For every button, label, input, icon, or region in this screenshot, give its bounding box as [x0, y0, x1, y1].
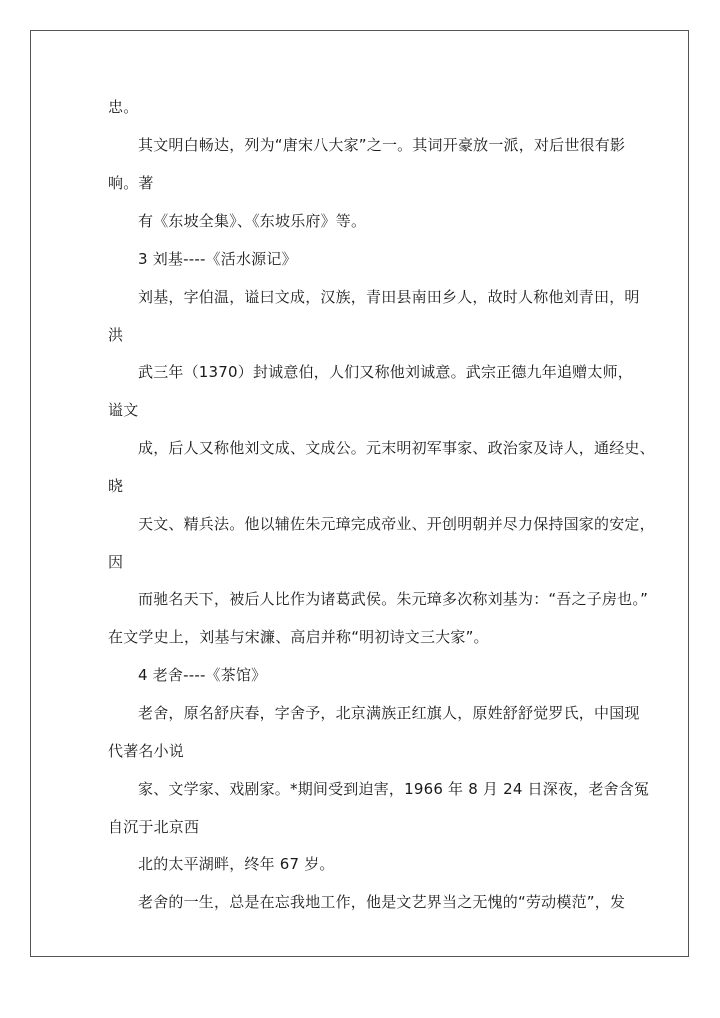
text-line: 晓 [108, 477, 124, 495]
text-line: 天文、精兵法。他以辅佐朱元璋完成帝业、开创明朝并尽力保持国家的安定， [138, 515, 655, 533]
text-line: 武三年（1370）封诚意伯，人们又称他刘诚意。武宗正德九年追赠太师， [138, 363, 633, 381]
section-heading: 3 刘基----《活水源记》 [138, 250, 297, 268]
text-line: 洪 [108, 326, 124, 344]
text-line: 响。著 [108, 174, 154, 192]
text-line: 忠。 [108, 98, 139, 116]
section-heading: 4 老舍----《茶馆》 [138, 666, 267, 684]
text-line: 在文学史上，刘基与宋濂、高启并称“明初诗文三大家”。 [108, 628, 489, 646]
text-line: 老舍的一生，总是在忘我地工作，他是文艺界当之无愧的“劳动模范”，发 [138, 893, 626, 911]
text-line: 因 [108, 553, 124, 571]
text-line: 有《东坡全集》、《东坡乐府》等。 [138, 212, 367, 230]
text-line: 家、文学家、戏剧家。*期间受到迫害，1966 年 8 月 24 日深夜，老舍含冤 [138, 780, 650, 798]
text-line: 而驰名天下，被后人比作为诸葛武侯。朱元璋多次称刘基为：“吾之子房也。” [138, 590, 649, 608]
text-line: 北的太平湖畔，终年 67 岁。 [138, 855, 335, 873]
text-line: 谥文 [108, 401, 139, 419]
text-line: 成，后人又称他刘文成、文成公。元末明初军事家、政治家及诗人，通经史、 [138, 439, 655, 457]
text-line: 老舍，原名舒庆春，字舍予，北京满族正红旗人，原姓舒舒觉罗氏，中国现 [138, 704, 640, 722]
text-line: 代著名小说 [108, 742, 185, 760]
text-line: 自沉于北京西 [108, 818, 200, 836]
text-line: 其文明白畅达，列为“唐宋八大家”之一。其词开豪放一派，对后世很有影 [138, 136, 626, 154]
text-line: 刘基，字伯温，谥曰文成，汉族，青田县南田乡人，故时人称他刘青田，明 [138, 288, 640, 306]
